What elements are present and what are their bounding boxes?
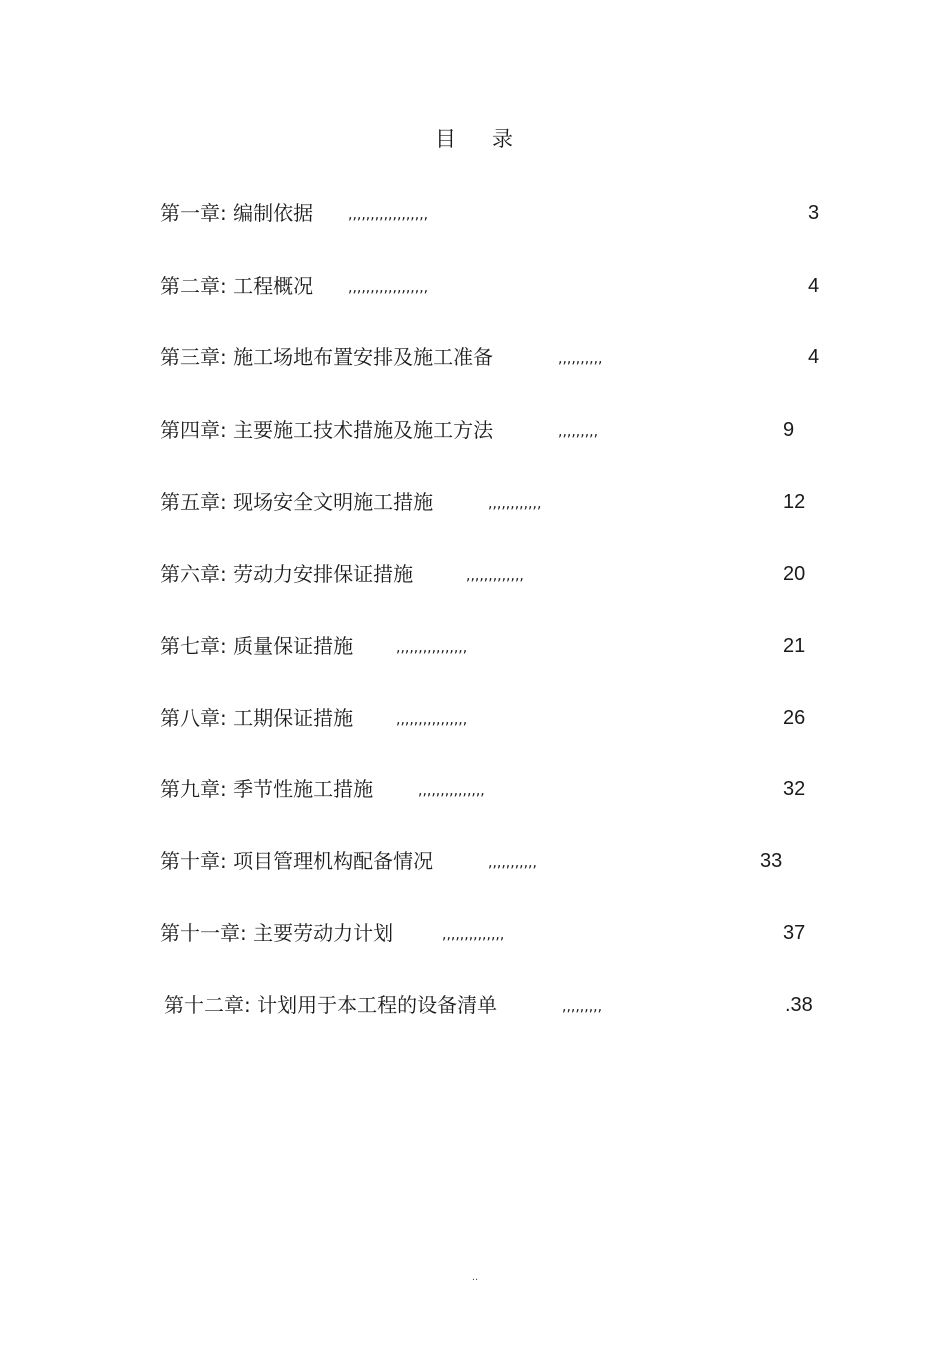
toc-page-number: 9 bbox=[783, 419, 795, 441]
toc-chapter: 第九章: bbox=[160, 777, 227, 801]
toc-page-number: 32 bbox=[783, 778, 806, 800]
toc-leader: ,,,,,,,,, bbox=[562, 999, 603, 1015]
toc-title-part2: 录 bbox=[492, 127, 515, 151]
toc-chapter: 第七章: bbox=[160, 634, 227, 658]
toc-page-number: 21 bbox=[783, 635, 806, 657]
toc-chapter: 第六章: bbox=[160, 562, 227, 586]
toc-chapter-title: 现场安全文明施工措施 bbox=[233, 490, 434, 514]
toc-chapter-title: 工期保证措施 bbox=[233, 706, 354, 730]
toc-chapter-title: 编制依据 bbox=[233, 201, 314, 225]
toc-leader: ,,,,,,,,,,,,, bbox=[466, 568, 524, 584]
toc-chapter: 第二章: bbox=[160, 274, 227, 298]
toc-title bbox=[0, 124, 950, 154]
toc-page-number: 33 bbox=[760, 850, 783, 872]
toc-leader: ,,,,,,,,,,,,,,, bbox=[418, 783, 485, 799]
toc-page-number: 26 bbox=[783, 707, 806, 729]
toc-page-number: 12 bbox=[783, 491, 806, 513]
toc-page-number: 37 bbox=[783, 922, 806, 944]
page-footer-mark: .. bbox=[471, 1272, 479, 1283]
toc-chapter-title: 劳动力安排保证措施 bbox=[233, 562, 414, 586]
toc-chapter-title: 主要劳动力计划 bbox=[253, 921, 394, 945]
toc-leader: ,,,,,,,,,,,,,,,, bbox=[396, 640, 468, 656]
toc-chapter: 第十二章: bbox=[164, 993, 251, 1017]
toc-chapter: 第五章: bbox=[160, 490, 227, 514]
toc-chapter-title: 质量保证措施 bbox=[233, 634, 354, 658]
toc-page-number: 3 bbox=[808, 202, 820, 224]
toc-chapter-title: 季节性施工措施 bbox=[233, 777, 374, 801]
toc-chapter: 第四章: bbox=[160, 418, 227, 442]
toc-leader: ,,,,,,,,,,, bbox=[488, 855, 537, 871]
toc-leader: ,,,,,,,,,,,,,,,, bbox=[396, 712, 468, 728]
toc-chapter-title: 主要施工技术措施及施工方法 bbox=[233, 418, 494, 442]
toc-chapter-title: 计划用于本工程的设备清单 bbox=[257, 993, 498, 1017]
toc-leader: ,,,,,,,,,, bbox=[558, 351, 603, 367]
toc-leader: ,,,,,,,,, bbox=[558, 424, 599, 440]
toc-chapter: 第一章: bbox=[160, 201, 227, 225]
toc-page-number: 4 bbox=[808, 346, 820, 368]
toc-page-number: 4 bbox=[808, 275, 820, 297]
toc-chapter-title: 工程概况 bbox=[233, 274, 314, 298]
toc-title-part1: 目 bbox=[435, 127, 458, 151]
toc-chapter-title: 施工场地布置安排及施工准备 bbox=[233, 345, 494, 369]
toc-chapter: 第三章: bbox=[160, 345, 227, 369]
toc-leader: ,,,,,,,,,,,,,,,,,, bbox=[348, 280, 429, 296]
toc-chapter: 第八章: bbox=[160, 706, 227, 730]
toc-chapter-title: 项目管理机构配备情况 bbox=[233, 849, 434, 873]
toc-chapter: 第十章: bbox=[160, 849, 227, 873]
toc-page-number: .38 bbox=[785, 994, 813, 1016]
toc-leader: ,,,,,,,,,,,,,, bbox=[442, 927, 505, 943]
toc-leader: ,,,,,,,,,,,,,,,,,, bbox=[348, 207, 429, 223]
toc-leader: ,,,,,,,,,,,, bbox=[488, 496, 542, 512]
toc-chapter: 第十一章: bbox=[160, 921, 247, 945]
toc-page-number: 20 bbox=[783, 563, 806, 585]
